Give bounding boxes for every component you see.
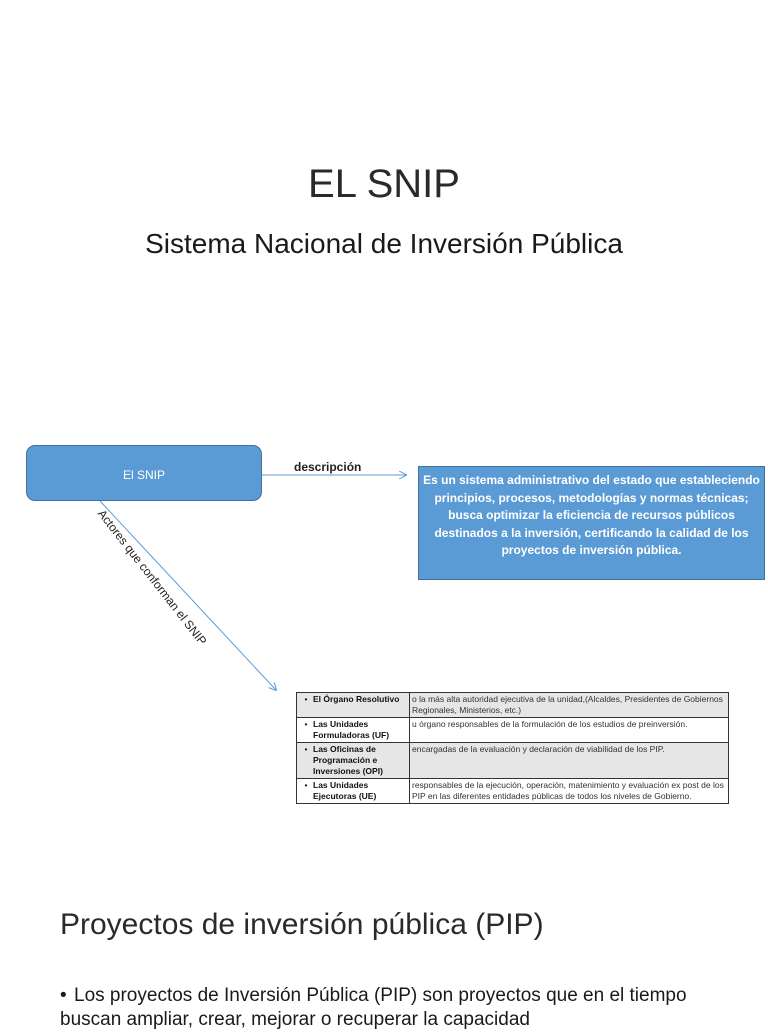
actor-cell: • Las Oficinas de Programación e Inversiones (OPI) [297,743,410,779]
actor-description: o la más alta autoridad ejecutiva de la unidad,(Alcaldes, Presidentes de Gobiernos Regionales, Ministerios, etc.) [410,693,729,718]
snip-node: El SNIP [26,445,262,501]
bullet-text: Los proyectos de Inversión Pública (PIP) son proyectos que en el tiempo buscan ampliar, crear, mejorar o recuperar la capacidad [60,985,687,1030]
table-row [297,718,729,743]
table-row [297,693,729,718]
actor-cell: • Las Unidades Ejecutoras (UE) [297,779,410,804]
description-label: descripción [294,460,362,474]
actor-cell: • El Órgano Resolutivo [297,693,410,718]
actor-description: responsables de la ejecución, operación, matenimiento y evaluación ex post de los PIP en las diferentes entidades públicas de todos los niveles de Gobierno. [410,779,729,804]
table-row [297,743,729,779]
actors-label: Actores que conforman el SNIP [94,506,210,648]
actor-cell: • Las Unidades Formuladoras (UF) [297,718,410,743]
actor-description: encargadas de la evaluación y declaración de viabilidad de los PIP. [410,743,729,779]
bullet-dot: • [60,985,67,1006]
bullet-item [60,984,700,1032]
actor-description: u órgano responsables de la formulación de los estudios de preinversión. [410,718,729,743]
table-row [297,779,729,804]
slide-subtitle: Sistema Nacional de Inversión Pública [145,228,623,259]
slide-title: EL SNIP [308,162,460,206]
actors-table [296,692,729,804]
section-title: Proyectos de inversión pública (PIP) [60,908,544,941]
actors-arrow [100,501,276,690]
description-box: Es un sistema administrativo del estado que estableciendo principios, procesos, metodologías y normas técnicas; busca optimizar la eficiencia de recursos públicos destinados a la inversión, certificando la calidad de los proyectos de inversión pública. [418,466,765,580]
